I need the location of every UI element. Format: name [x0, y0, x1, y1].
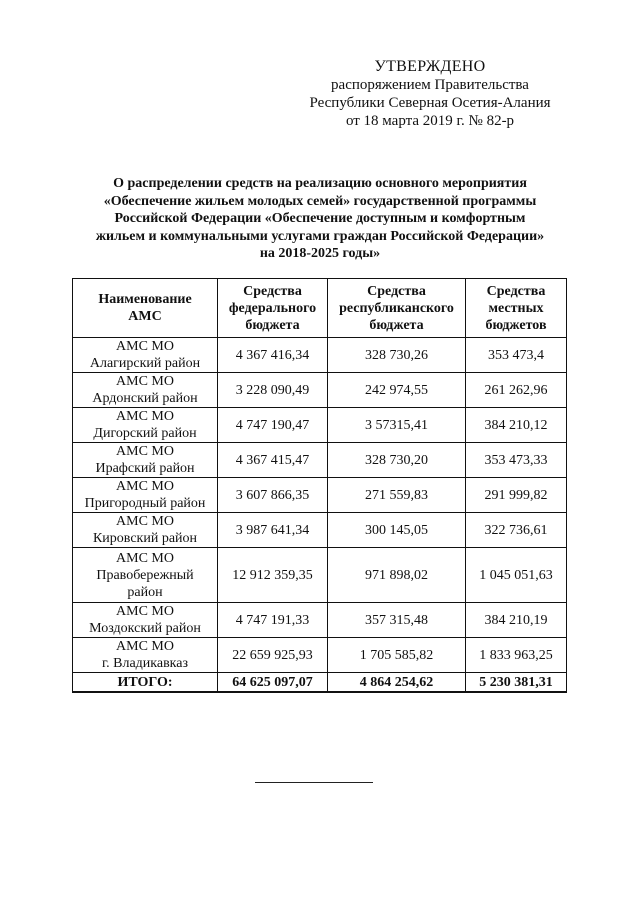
header-text: федерального: [228, 300, 317, 316]
local-value: 353 473,33: [466, 443, 567, 478]
row-name: [73, 513, 218, 548]
row-name-line: АМС МО: [116, 550, 174, 566]
table-row: [73, 603, 567, 638]
approval-line-1: распоряжением Правительства: [331, 77, 529, 93]
row-name: [73, 478, 218, 513]
header-text: Наименование: [98, 292, 192, 307]
row-name-line: Ардонский район: [92, 391, 198, 406]
table-header-row: [73, 279, 567, 338]
title-line: «Обеспечение жильем молодых семей» государственной программы: [103, 193, 537, 209]
local-value: 1 045 051,63: [466, 548, 567, 603]
row-name-line: район: [127, 584, 163, 600]
row-name-line: Моздокский район: [89, 621, 201, 636]
row-name-line: АМС МО: [116, 409, 174, 424]
title-line: жильем и коммунальными услугами граждан Российской Федерации»: [95, 228, 545, 244]
local-value: 353 473,4: [466, 338, 567, 373]
row-name-line: г. Владикавказ: [101, 656, 189, 671]
federal-value: 3 987 641,34: [218, 513, 328, 548]
header-text: Средства: [243, 283, 302, 299]
header-text: бюджета: [245, 317, 300, 333]
republic-value: 1 705 585,82: [328, 638, 466, 673]
row-name-line: Правобережный: [96, 567, 194, 583]
republic-value: 328 730,20: [328, 443, 466, 478]
row-name-line: Кировский район: [92, 531, 198, 546]
republic-value: 242 974,55: [328, 373, 466, 408]
row-name: [73, 373, 218, 408]
total-row: [73, 673, 567, 693]
header-text: Средства: [367, 283, 426, 299]
table-row: [73, 548, 567, 603]
approval-title: УТВЕРЖДЕНО: [374, 58, 486, 75]
row-name: [73, 443, 218, 478]
row-name-line: АМС МО: [116, 339, 174, 354]
title-line: О распределении средств на реализацию основного мероприятия: [113, 176, 527, 191]
row-name-line: Пригородный район: [84, 496, 206, 511]
federal-value: 12 912 359,35: [218, 548, 328, 603]
document-title: [70, 175, 570, 263]
table-row: [73, 338, 567, 373]
republic-value: 357 315,48: [328, 603, 466, 638]
header-text: Средства: [486, 283, 546, 299]
approval-line-2: Республики Северная Осетия-Алания: [309, 95, 551, 111]
closing-divider: [255, 782, 373, 783]
local-value: 291 999,82: [466, 478, 567, 513]
total-federal: 64 625 097,07: [218, 673, 328, 693]
federal-value: 4 367 415,47: [218, 443, 328, 478]
federal-value: 22 659 925,93: [218, 638, 328, 673]
local-value: 1 833 963,25: [466, 638, 567, 673]
table-row: [73, 408, 567, 443]
local-value: 322 736,61: [466, 513, 567, 548]
row-name-line: АМС МО: [116, 604, 174, 619]
table-row: [73, 373, 567, 408]
row-name-line: АМС МО: [116, 514, 174, 529]
header-text: республиканского: [339, 300, 454, 316]
header-republic: [328, 279, 466, 338]
approval-line-3: от 18 марта 2019 г. № 82-р: [345, 113, 515, 129]
federal-value: 4 747 191,33: [218, 603, 328, 638]
header-federal: [218, 279, 328, 338]
row-name: [73, 603, 218, 638]
row-name-line: АМС МО: [116, 479, 174, 494]
table-row: [73, 478, 567, 513]
republic-value: 271 559,83: [328, 478, 466, 513]
table-row: [73, 443, 567, 478]
row-name: [73, 408, 218, 443]
total-label: ИТОГО:: [73, 673, 218, 693]
federal-value: 3 228 090,49: [218, 373, 328, 408]
title-line: Российской Федерации «Обеспечение доступным и комфортным: [114, 211, 526, 226]
title-line: на 2018-2025 годы»: [259, 246, 381, 261]
row-name: [73, 548, 218, 603]
header-name: [73, 279, 218, 338]
local-value: 384 210,12: [466, 408, 567, 443]
row-name-line: АМС МО: [116, 444, 174, 459]
total-republic: 4 864 254,62: [328, 673, 466, 693]
republic-value: 971 898,02: [328, 548, 466, 603]
row-name: [73, 338, 218, 373]
republic-value: 3 57315,41: [328, 408, 466, 443]
table-row: [73, 638, 567, 673]
republic-value: 300 145,05: [328, 513, 466, 548]
federal-value: 4 747 190,47: [218, 408, 328, 443]
total-local: 5 230 381,31: [466, 673, 567, 693]
federal-value: 3 607 866,35: [218, 478, 328, 513]
row-name-line: Дигорский район: [93, 426, 197, 441]
federal-value: 4 367 416,34: [218, 338, 328, 373]
row-name-line: АМС МО: [116, 374, 174, 389]
header-text: бюджетов: [485, 317, 547, 333]
budget-table: [72, 278, 567, 693]
row-name-line: Ирафский район: [95, 461, 195, 476]
table-row: [73, 513, 567, 548]
header-text: АМС: [128, 309, 162, 324]
approval-stamp: [290, 58, 570, 130]
local-value: 384 210,19: [466, 603, 567, 638]
header-text: местных: [488, 300, 544, 316]
row-name-line: АМС МО: [116, 639, 174, 654]
row-name: [73, 638, 218, 673]
row-name-line: Алагирский район: [89, 356, 201, 371]
republic-value: 328 730,26: [328, 338, 466, 373]
header-text: бюджета: [369, 317, 424, 333]
header-local: [466, 279, 567, 338]
local-value: 261 262,96: [466, 373, 567, 408]
